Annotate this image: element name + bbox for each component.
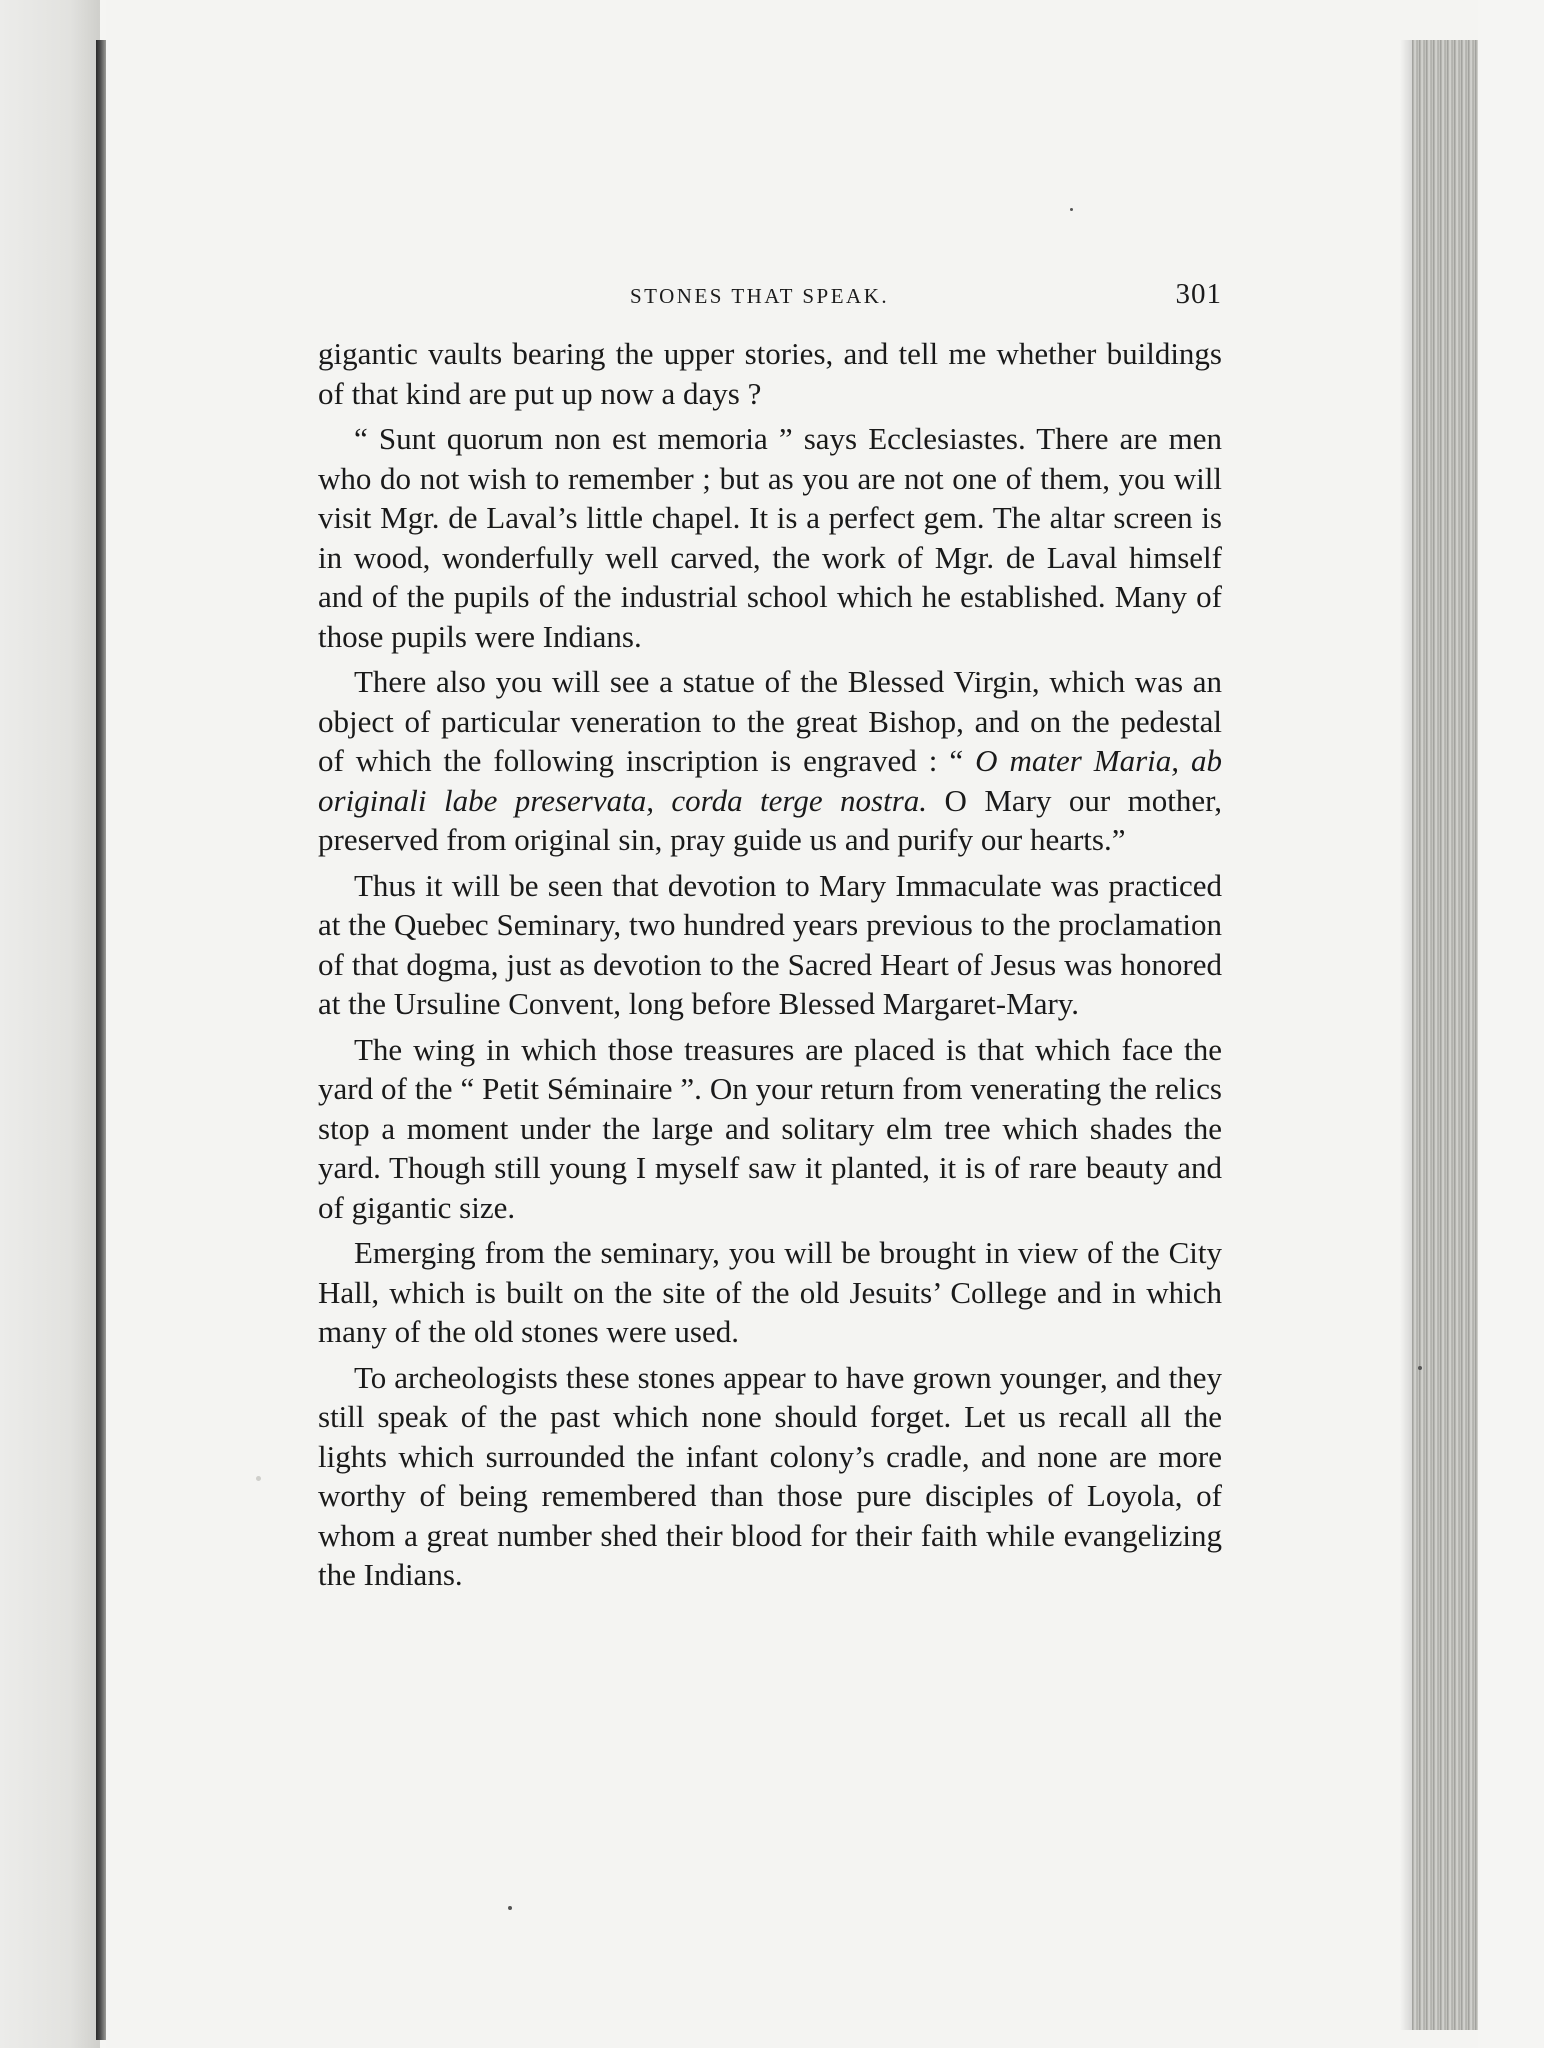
paragraph-archeologists: To archeologists these stones appear to have grown younger, and they still speak of the past which none should forget. Let us recall all the lights which surrounded the infant colony’s cradle, and none are more worthy of being remembered than those pure disciples of Loyola, of whom a great number shed their blood for their faith while evangelizing the Indians.	[318, 1359, 1222, 1592]
dust-speck	[508, 1906, 512, 1910]
latin-inscription: O mater Maria, ab originali labe preservata, corda terge nostra.	[318, 743, 1222, 818]
page-edge-shadow	[1400, 40, 1412, 2030]
paragraph-devotion: Thus it will be seen that devotion to Mary Immaculate was practiced at the Quebec Seminary, two hundred years previous to the proclamation of that dogma, just as devotion to the Sacred Heart of Jesus was honored at the Ursuline Convent, long before Blessed Margaret-Mary.	[318, 867, 1222, 1021]
paragraph-continuation: gigantic vaults bearing the upper stories, and tell me whether buildings of that kind are put up now a days ?	[318, 336, 1222, 411]
inscription-translation: O Mary our mother, preserved from original sin, pray guide us and purify our hearts.”	[318, 782, 1222, 857]
body-text	[318, 334, 1222, 1601]
dust-speck	[256, 1476, 261, 1481]
dust-speck	[1070, 208, 1073, 211]
paragraph-city-hall: Emerging from the seminary, you will be brought in view of the City Hall, which is built on the site of the old Jesuits’ College and in which many of the old stones were used.	[318, 1235, 1222, 1349]
paragraph-statue-inscription	[318, 662, 1222, 860]
paragraph-elm-tree: The wing in which those treasures are placed is that which face the yard of the “ Petit Séminaire ”. On your return from venerating the relics stop a moment under the large and solitary elm tree which shades the yard. Though still young I myself saw it planted, it is of rare beauty and of gigantic size.	[318, 1031, 1222, 1225]
book-gutter	[96, 40, 106, 2040]
page-number: 301	[1175, 278, 1222, 310]
dust-speck	[1418, 1366, 1422, 1370]
paragraph-ecclesiastes: “ Sunt quorum non est memoria ” says Ecclesiastes. There are men who do not wish to remember ; but as you are not one of them, you will visit Mgr. de Laval’s little chapel. It is a perfect gem. The altar screen is in wood, wonderfully well carved, the work of Mgr. de Laval himself and of the pupils of the industrial school which he established. Many of those pupils were Indians.	[318, 421, 1222, 654]
inscription-lead-text: There also you will see a statue of the Blessed Virgin, which was an object of particular veneration to the great Bishop, and on the pedestal of which the following inscription is engraved : “	[318, 664, 1222, 778]
running-head	[330, 278, 1222, 328]
previous-page-edge	[0, 0, 100, 2048]
stacked-page-edges	[1412, 40, 1478, 2030]
running-title: STONES THAT SPEAK.	[630, 284, 890, 308]
